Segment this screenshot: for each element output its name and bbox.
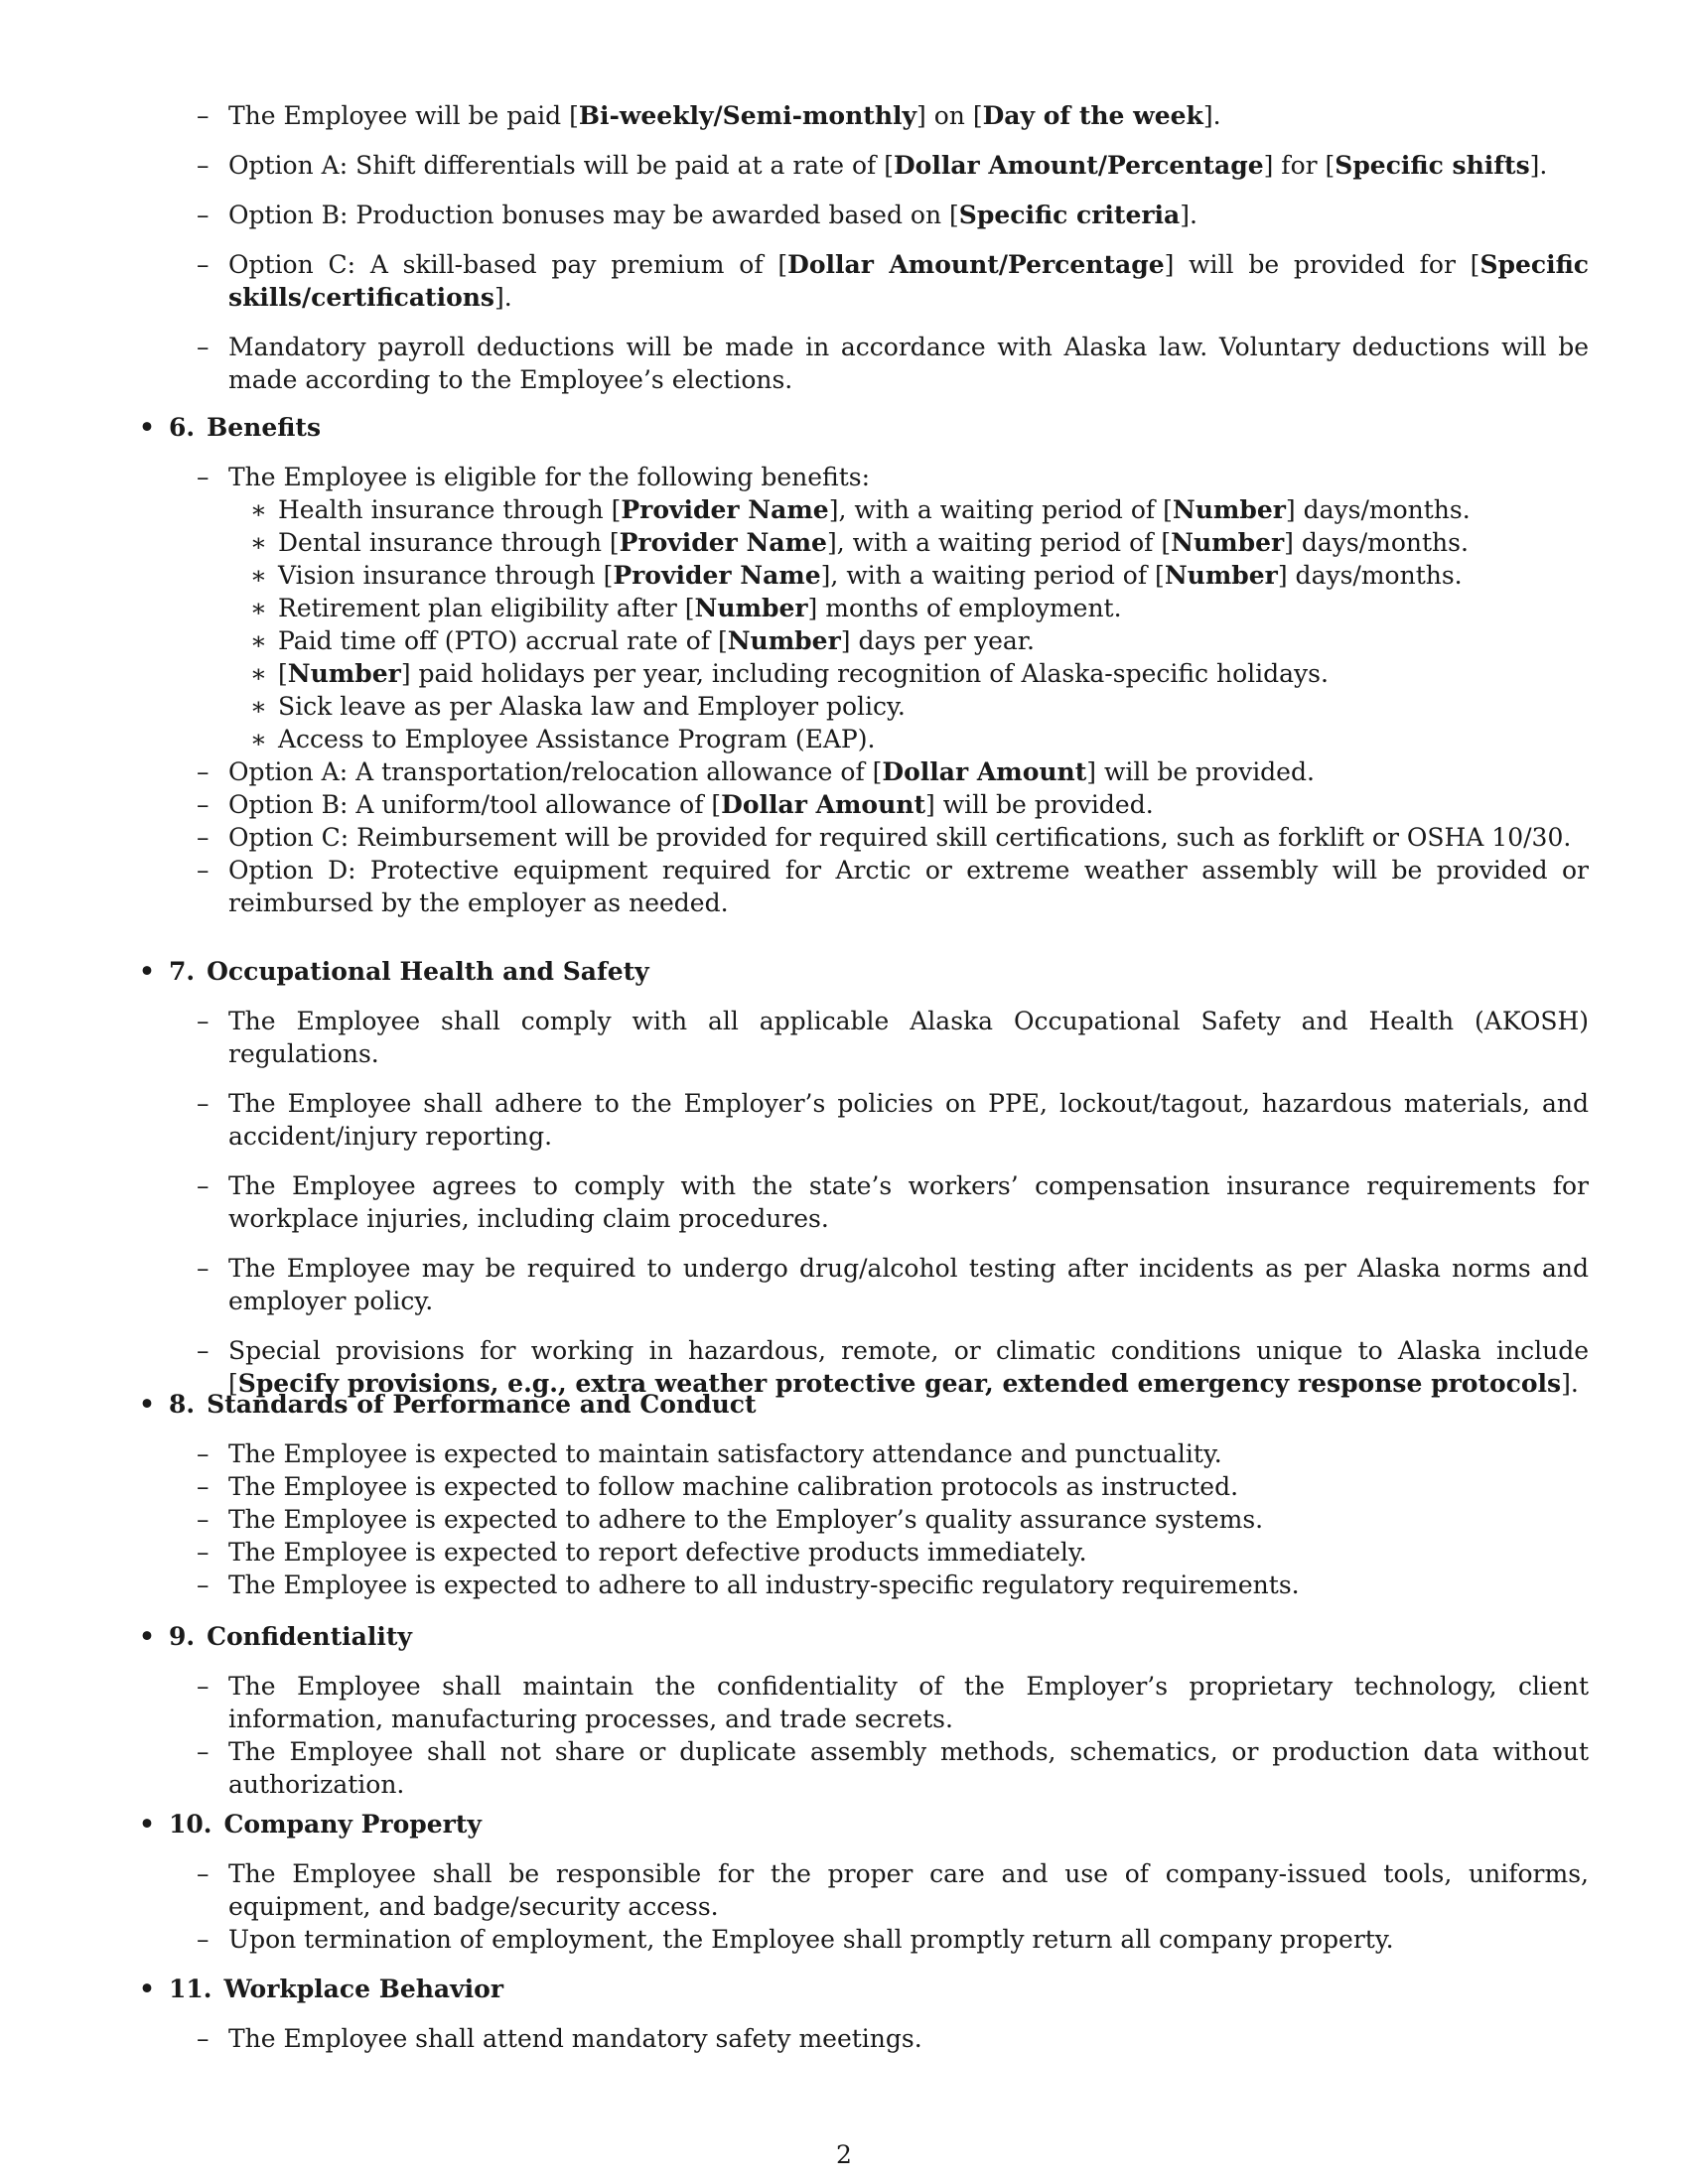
bullet-marker: • bbox=[139, 1810, 155, 1839]
list-item-text bbox=[228, 1439, 1222, 1468]
placeholder-field: Provider Name bbox=[619, 528, 827, 557]
placeholder-field: Number bbox=[694, 594, 808, 622]
list-item bbox=[139, 1569, 1589, 1601]
placeholder-field: Provider Name bbox=[621, 495, 829, 524]
placeholder-field: Number bbox=[1164, 561, 1278, 590]
section-items-list bbox=[139, 1670, 1589, 1801]
section-heading bbox=[139, 1388, 1589, 1421]
placeholder-field: Dollar Amount bbox=[721, 790, 926, 819]
section-number: 9. bbox=[169, 1622, 196, 1651]
star-marker: ∗ bbox=[250, 561, 267, 590]
text-run: ] days/months. bbox=[1277, 561, 1463, 590]
list-item-text bbox=[228, 856, 1589, 917]
placeholder-field: Bi-weekly/Semi-monthly bbox=[578, 101, 917, 130]
list-item-text bbox=[228, 250, 1589, 312]
dash-marker: – bbox=[197, 757, 210, 786]
section-confidentiality bbox=[139, 1620, 1589, 1801]
list-item bbox=[139, 1437, 1589, 1470]
sub-list-item-text bbox=[278, 692, 906, 721]
section-heading bbox=[139, 1973, 1589, 2005]
dash-marker: – bbox=[197, 1859, 210, 1888]
section-company-property bbox=[139, 1808, 1589, 1956]
text-run: ] days/months. bbox=[1284, 528, 1469, 557]
dash-marker: – bbox=[197, 1472, 210, 1501]
dash-marker: – bbox=[197, 823, 210, 852]
section-title: Benefits bbox=[207, 413, 322, 442]
bullet-marker: • bbox=[139, 413, 155, 442]
dash-marker: – bbox=[197, 101, 210, 130]
list-item bbox=[139, 149, 1589, 182]
dash-marker: – bbox=[197, 1538, 210, 1567]
section-title: Occupational Health and Safety bbox=[207, 957, 649, 986]
text-run: ]. bbox=[494, 283, 512, 312]
list-item-text bbox=[228, 1254, 1589, 1315]
placeholder-field: Dollar Amount bbox=[882, 757, 1087, 786]
list-item-text bbox=[228, 1171, 1589, 1233]
list-item bbox=[139, 248, 1589, 314]
section-number: 10. bbox=[169, 1810, 212, 1839]
text-run: Option C: A skill-based pay premium of [ bbox=[228, 250, 788, 279]
list-item-text bbox=[228, 2024, 922, 2053]
star-marker: ∗ bbox=[250, 594, 267, 622]
placeholder-field: Dollar Amount/Percentage bbox=[893, 151, 1264, 180]
section-benefits bbox=[139, 411, 1589, 919]
text-run: Upon termination of employment, the Employee shall promptly return all company property. bbox=[228, 1925, 1394, 1954]
list-item-text bbox=[228, 201, 1197, 229]
sub-list-item-text bbox=[278, 725, 875, 753]
list-item bbox=[139, 788, 1589, 821]
text-run: The Employee is expected to adhere to the Employer’s quality assurance systems. bbox=[228, 1505, 1264, 1534]
section-number: 6. bbox=[169, 413, 196, 442]
list-item-text bbox=[228, 757, 1315, 786]
dash-marker: – bbox=[197, 1007, 210, 1035]
list-item-text bbox=[228, 823, 1571, 852]
text-run: Special provisions for working in hazardous, remote, or climatic conditions unique to Alaska include [ bbox=[228, 1336, 1589, 1398]
section-items-list bbox=[139, 461, 1589, 919]
placeholder-field: Specific criteria bbox=[958, 201, 1181, 229]
text-run: Access to Employee Assistance Program (EAP). bbox=[278, 725, 876, 753]
bullet-marker: • bbox=[139, 957, 155, 986]
text-run: The Employee is expected to maintain satisfactory attendance and punctuality. bbox=[228, 1439, 1222, 1468]
section-title: Standards of Performance and Conduct bbox=[207, 1390, 757, 1419]
pay-items-list bbox=[139, 99, 1589, 396]
placeholder-field: Day of the week bbox=[982, 101, 1203, 130]
dash-marker: – bbox=[197, 151, 210, 180]
list-item-text bbox=[228, 101, 1221, 130]
placeholder-field: Provider Name bbox=[613, 561, 821, 590]
list-item bbox=[139, 1087, 1589, 1153]
bullet-marker: • bbox=[139, 1622, 155, 1651]
text-run: The Employee agrees to comply with the state’s workers’ compensation insurance requirements for workplace injuries, including claim procedures. bbox=[228, 1171, 1589, 1233]
placeholder-field: Specific skills/certifications bbox=[228, 250, 1589, 312]
sub-list-item-text bbox=[278, 626, 1035, 655]
text-run: ] paid holidays per year, including recognition of Alaska-specific holidays. bbox=[400, 659, 1329, 688]
list-item bbox=[139, 854, 1589, 919]
text-run: ] will be provided. bbox=[925, 790, 1154, 819]
pay-continuation bbox=[139, 99, 1589, 413]
placeholder-field: Number bbox=[1172, 495, 1286, 524]
bullet-marker: • bbox=[139, 1975, 155, 2003]
list-item bbox=[139, 2022, 1589, 2055]
placeholder-field: Number bbox=[287, 659, 401, 688]
list-item-text bbox=[228, 1925, 1394, 1954]
sub-list-item bbox=[139, 723, 1589, 755]
dash-marker: – bbox=[197, 2024, 210, 2053]
list-item-text bbox=[228, 1570, 1300, 1599]
text-run: ] days per year. bbox=[840, 626, 1035, 655]
star-marker: ∗ bbox=[250, 725, 267, 753]
placeholder-field: Specific shifts bbox=[1335, 151, 1530, 180]
section-number: 11. bbox=[169, 1975, 212, 2003]
dash-marker: – bbox=[197, 1672, 210, 1701]
list-item bbox=[139, 1252, 1589, 1317]
text-run: Option D: Protective equipment required for Arctic or extreme weather assembly will be provided or reimbursed by the employer as needed. bbox=[228, 856, 1589, 917]
section-number: 7. bbox=[169, 957, 196, 986]
list-item bbox=[139, 1857, 1589, 1923]
text-run: [ bbox=[278, 659, 288, 688]
list-item bbox=[139, 1735, 1589, 1801]
sub-list-item-text bbox=[278, 495, 1471, 524]
section-items-list bbox=[139, 1005, 1589, 1400]
section-title: Confidentiality bbox=[207, 1622, 412, 1651]
list-item-text bbox=[228, 1859, 1589, 1921]
list-item bbox=[139, 99, 1589, 132]
list-item bbox=[139, 461, 1589, 755]
text-run: The Employee shall attend mandatory safety meetings. bbox=[228, 2024, 922, 2053]
text-run: Retirement plan eligibility after [ bbox=[278, 594, 695, 622]
list-item bbox=[139, 1670, 1589, 1735]
sub-list bbox=[139, 493, 1589, 755]
list-item-text bbox=[228, 1672, 1589, 1733]
dash-marker: – bbox=[197, 333, 210, 361]
sub-list-item-text bbox=[278, 659, 1329, 688]
section-items-list bbox=[139, 1857, 1589, 1956]
sub-list-item bbox=[139, 493, 1589, 526]
section-heading bbox=[139, 1620, 1589, 1653]
sub-list-item bbox=[139, 526, 1589, 559]
text-run: The Employee will be paid [ bbox=[228, 101, 579, 130]
star-marker: ∗ bbox=[250, 659, 267, 688]
text-run: ]. bbox=[1529, 151, 1548, 180]
section-number: 8. bbox=[169, 1390, 196, 1419]
dash-marker: – bbox=[197, 790, 210, 819]
dash-marker: – bbox=[197, 1570, 210, 1599]
dash-marker: – bbox=[197, 1925, 210, 1954]
text-run: The Employee may be required to undergo drug/alcohol testing after incidents as per Alaska norms and employer policy. bbox=[228, 1254, 1589, 1315]
placeholder-field: Number bbox=[727, 626, 841, 655]
text-run: Paid time off (PTO) accrual rate of [ bbox=[278, 626, 728, 655]
star-marker: ∗ bbox=[250, 692, 267, 721]
list-item bbox=[139, 1169, 1589, 1235]
sub-list-item-text bbox=[278, 528, 1469, 557]
dash-marker: – bbox=[197, 1171, 210, 1200]
list-item bbox=[139, 1923, 1589, 1956]
star-marker: ∗ bbox=[250, 528, 267, 557]
dash-marker: – bbox=[197, 1336, 210, 1365]
text-run: ] on [ bbox=[916, 101, 983, 130]
placeholder-field: Dollar Amount/Percentage bbox=[787, 250, 1165, 279]
list-item bbox=[139, 1536, 1589, 1569]
text-run: Option B: Production bonuses may be awarded based on [ bbox=[228, 201, 959, 229]
list-item bbox=[139, 199, 1589, 231]
section-title: Workplace Behavior bbox=[223, 1975, 503, 2003]
text-run: Option A: Shift differentials will be paid at a rate of [ bbox=[228, 151, 894, 180]
text-run: Health insurance through [ bbox=[278, 495, 622, 524]
section-health-safety bbox=[139, 955, 1589, 1417]
text-run: ] months of employment. bbox=[807, 594, 1122, 622]
list-item-text bbox=[228, 1737, 1589, 1799]
text-run: ], with a waiting period of [ bbox=[820, 561, 1165, 590]
list-item-text bbox=[228, 151, 1547, 180]
text-run: Mandatory payroll deductions will be made in accordance with Alaska law. Voluntary deductions will be made according to the Employee’s elections. bbox=[228, 333, 1589, 394]
list-item-text bbox=[228, 1472, 1238, 1501]
text-run: The Employee shall maintain the confidentiality of the Employer’s proprietary technology, client information, manufacturing processes, and trade secrets. bbox=[228, 1672, 1589, 1733]
section-title: Company Property bbox=[223, 1810, 482, 1839]
sub-list-item bbox=[139, 559, 1589, 592]
text-run: Option B: A uniform/tool allowance of [ bbox=[228, 790, 722, 819]
list-item bbox=[139, 821, 1589, 854]
section-performance-conduct bbox=[139, 1388, 1589, 1601]
dash-marker: – bbox=[197, 1254, 210, 1283]
list-item bbox=[139, 1005, 1589, 1070]
dash-marker: – bbox=[197, 201, 210, 229]
list-item-text bbox=[228, 333, 1589, 394]
dash-marker: – bbox=[197, 250, 210, 279]
placeholder-field: Specify provisions, e.g., extra weather protective gear, extended emergency response protocols bbox=[237, 1369, 1562, 1398]
text-run: ], with a waiting period of [ bbox=[826, 528, 1172, 557]
list-item bbox=[139, 1470, 1589, 1503]
text-run: ], with a waiting period of [ bbox=[828, 495, 1173, 524]
placeholder-field: Number bbox=[1171, 528, 1285, 557]
text-run: Option C: Reimbursement will be provided for required skill certifications, such as forklift or OSHA 10/30. bbox=[228, 823, 1572, 852]
dash-marker: – bbox=[197, 1089, 210, 1118]
text-run: The Employee shall be responsible for the proper care and use of company-issued tools, uniforms, equipment, and badge/security access. bbox=[228, 1859, 1589, 1921]
text-run: The Employee is expected to adhere to all industry-specific regulatory requirements. bbox=[228, 1570, 1300, 1599]
section-heading bbox=[139, 1808, 1589, 1841]
text-run: ] will be provided for [ bbox=[1164, 250, 1480, 279]
dash-marker: – bbox=[197, 463, 210, 491]
dash-marker: – bbox=[197, 1439, 210, 1468]
list-item bbox=[139, 755, 1589, 788]
section-heading bbox=[139, 411, 1589, 444]
section-items-list bbox=[139, 2022, 1589, 2055]
text-run: ] will be provided. bbox=[1086, 757, 1315, 786]
list-item bbox=[139, 1503, 1589, 1536]
text-run: ] days/months. bbox=[1285, 495, 1471, 524]
list-item bbox=[139, 331, 1589, 396]
text-run: ] for [ bbox=[1263, 151, 1336, 180]
bullet-marker: • bbox=[139, 1390, 155, 1419]
list-item-text bbox=[228, 1505, 1263, 1534]
text-run: The Employee is eligible for the following benefits: bbox=[228, 463, 871, 491]
sub-list-item bbox=[139, 690, 1589, 723]
dash-marker: – bbox=[197, 856, 210, 885]
star-marker: ∗ bbox=[250, 495, 267, 524]
section-items-list bbox=[139, 1437, 1589, 1601]
sub-list-item-text bbox=[278, 561, 1463, 590]
list-item-text bbox=[228, 463, 870, 491]
sub-list-item bbox=[139, 592, 1589, 624]
text-run: Sick leave as per Alaska law and Employer policy. bbox=[278, 692, 906, 721]
text-run: Dental insurance through [ bbox=[278, 528, 620, 557]
section-workplace-behavior bbox=[139, 1973, 1589, 2055]
section-heading bbox=[139, 955, 1589, 988]
sub-list-item-text bbox=[278, 594, 1122, 622]
text-run: The Employee is expected to report defective products immediately. bbox=[228, 1538, 1087, 1567]
text-run: The Employee is expected to follow machine calibration protocols as instructed. bbox=[228, 1472, 1239, 1501]
sub-list-item bbox=[139, 624, 1589, 657]
text-run: ]. bbox=[1561, 1369, 1579, 1398]
list-item-text bbox=[228, 1089, 1589, 1151]
dash-marker: – bbox=[197, 1737, 210, 1766]
text-run: Option A: A transportation/relocation allowance of [ bbox=[228, 757, 883, 786]
list-item-text bbox=[228, 790, 1154, 819]
dash-marker: – bbox=[197, 1505, 210, 1534]
list-item-text bbox=[228, 1007, 1589, 1068]
star-marker: ∗ bbox=[250, 626, 267, 655]
page-number: 2 bbox=[836, 2140, 852, 2169]
text-run: ]. bbox=[1202, 101, 1221, 130]
text-run: Vision insurance through [ bbox=[278, 561, 614, 590]
text-run: The Employee shall comply with all applicable Alaska Occupational Safety and Health (AKOSH) regulations. bbox=[228, 1007, 1589, 1068]
sub-list-item bbox=[139, 657, 1589, 690]
text-run: The Employee shall adhere to the Employer’s policies on PPE, lockout/tagout, hazardous materials, and accident/injury reporting. bbox=[228, 1089, 1589, 1151]
text-run: ]. bbox=[1180, 201, 1197, 229]
text-run: The Employee shall not share or duplicate assembly methods, schematics, or production data without authorization. bbox=[228, 1737, 1589, 1799]
list-item-text bbox=[228, 1538, 1087, 1567]
